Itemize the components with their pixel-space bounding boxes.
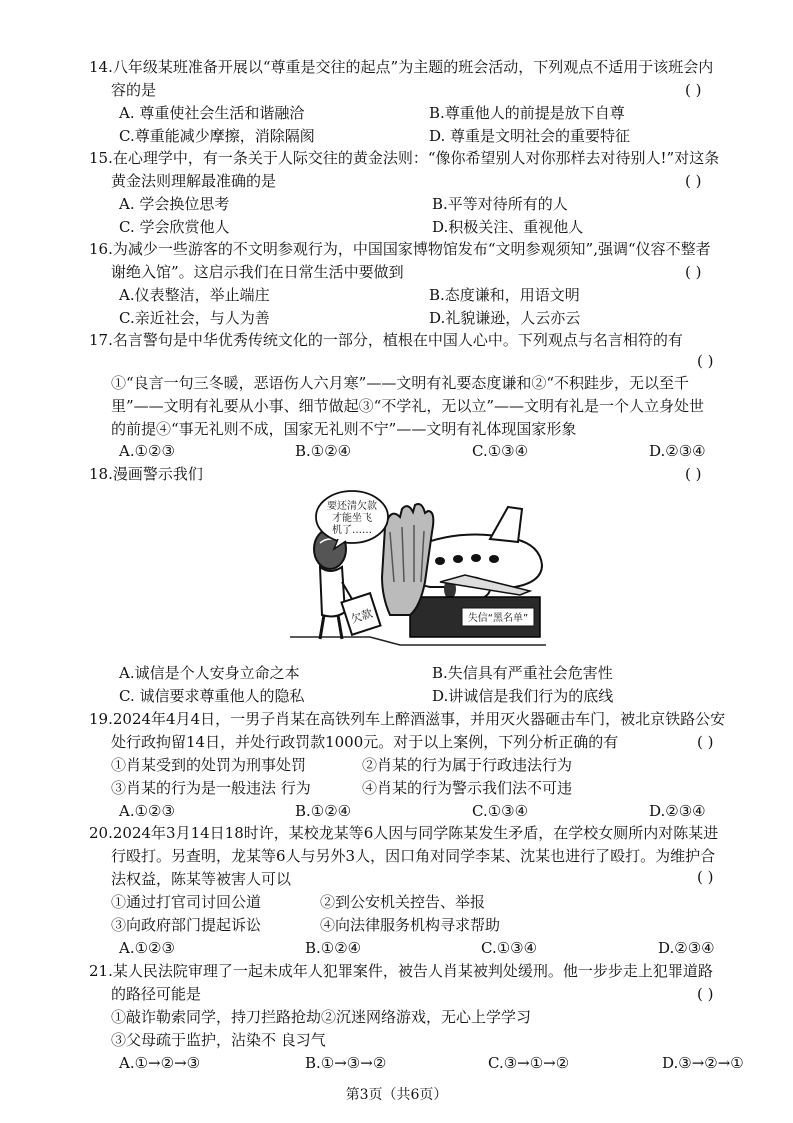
q19-option-a: A.①②③ (119, 802, 175, 820)
q20-answer-paren: ( ) (697, 868, 714, 886)
q19-option-c: C.①③④ (472, 802, 529, 820)
q20-statement-4: ④向法律服务机构寻求帮助 (320, 916, 501, 934)
q20-option-c: C.①③④ (481, 939, 538, 957)
q18-option-a: A.诚信是个人安身立命之本 (119, 664, 300, 682)
q17-option-c: C.①③④ (472, 442, 529, 460)
q19-statement-2: ②肖某的行为属于行政违法行为 (362, 756, 573, 774)
q16-stem-line2: 谢绝入馆”。这启示我们在日常生活中要做到 (111, 263, 404, 281)
q19-answer-paren: ( ) (697, 733, 714, 751)
q14-option-d: D. 尊重是文明社会的重要特征 (429, 127, 631, 145)
q15-option-d: D.积极关注、重视他人 (432, 218, 584, 236)
q15-answer-paren: ( ) (685, 172, 702, 190)
q21-option-a: A.①→②→③ (119, 1054, 201, 1072)
q14-option-c: C.尊重能减少摩擦，消除隔阂 (119, 127, 315, 145)
q17-option-d: D.②③④ (649, 442, 706, 460)
q14-stem-line1: 14.八年级某班准备开展以“尊重是交往的起点”为主题的班会活动，下列观点不适用于该班会内 (89, 58, 714, 76)
cartoon-illustration (290, 487, 546, 647)
q18-option-d: D.讲诚信是我们行为的底线 (432, 687, 614, 705)
q17-option-a: A.①②③ (119, 442, 175, 460)
q19-option-b: B.①②④ (295, 802, 352, 820)
q18-stem-line1: 18.漫画警示我们 (89, 465, 203, 483)
q21-statement-3: ③父母疏于监护，沾染不 良习气 (111, 1031, 326, 1049)
q20-statement-1: ①通过打官司讨回公道 (111, 893, 262, 911)
q21-stem-line1: 21.某人民法院审理了一起未成年人犯罪案件，被告人肖某被判处缓刑。他一步步走上犯罪道路 (89, 962, 713, 980)
page-footer: 第3页（共6页） (345, 1087, 448, 1103)
q20-stem-line2: 行殴打。另查明，龙某等6人与另外3人，因口角对同学李某、沈某也进行了殴打。为维护合 (111, 847, 716, 865)
q20-statement-2: ②到公安机关控告、举报 (320, 893, 486, 911)
q14-stem-line2: 容的是 (111, 81, 157, 99)
q20-option-b: B.①②④ (305, 939, 362, 957)
q20-option-a: A.①②③ (119, 939, 175, 957)
q16-option-a: A.仪表整洁，举止端庄 (119, 286, 270, 304)
q15-option-a: A. 学会换位思考 (119, 195, 230, 213)
q21-option-c: C.③→①→② (488, 1054, 570, 1072)
q14-option-b: B.尊重他人的前提是放下自尊 (429, 104, 625, 122)
q16-option-d: D.礼貌谦逊，人云亦云 (429, 309, 581, 327)
q16-option-c: C.亲近社会，与人为善 (119, 309, 270, 327)
q19-option-d: D.②③④ (649, 802, 706, 820)
q20-statement-3: ③向政府部门提起诉讼 (111, 916, 262, 934)
q20-option-d: D.②③④ (658, 939, 715, 957)
q14-option-a: A. 尊重使社会生活和谐融洽 (119, 104, 305, 122)
q17-stem-line2: ①“良言一句三冬暖，恶语伤人六月寒”——文明有礼要态度谦和②“不积跬步，无以至千 (111, 374, 690, 392)
q15-stem-line1: 15.在心理学中，有一条关于人际交往的黄金法则：“像你希望别人对你那样去对待别人!”对这条 (89, 149, 720, 167)
q21-option-b: B.①→③→② (305, 1054, 387, 1072)
q14-answer-paren: ( ) (685, 81, 702, 99)
cartoon-bag-text: 欠款 (349, 606, 375, 626)
q19-statement-3: ③肖某的行为是一般违法 行为 (111, 779, 311, 797)
q17-stem-line4: 的前提④“事无礼则不成，国家无礼则不宁”——文明有礼体现国家形象 (111, 420, 577, 438)
q16-option-b: B.态度谦和，用语文明 (429, 286, 580, 304)
q15-option-b: B.平等对待所有的人 (432, 195, 568, 213)
q18-option-b: B.失信具有严重社会危害性 (432, 664, 613, 682)
q15-option-c: C. 学会欣赏他人 (119, 218, 230, 236)
q16-stem-line1: 16.为减少一些游客的不文明参观行为，中国国家博物馆发布“文明参观须知”,强调“仪容不整者 (89, 240, 711, 258)
cartoon-bubble-text-1: 要还清欠款 (327, 501, 377, 512)
q20-stem-line3: 法权益，陈某等被害人可以 (111, 870, 292, 888)
q17-answer-paren: ( ) (697, 352, 714, 370)
q20-stem-line1: 20.2024年3月14日18时许，某校龙某等6人因与同学陈某发生矛盾，在学校女厕所内对陈某进 (89, 824, 719, 842)
q19-statement-4: ④肖某的行为警示我们法不可违 (362, 779, 573, 797)
q15-stem-line2: 黄金法则理解最准确的是 (111, 172, 277, 190)
q18-answer-paren: ( ) (685, 465, 702, 483)
q19-statement-1: ①肖某受到的处罚为刑事处罚 (111, 756, 307, 774)
q17-stem-line3: 里”——文明有礼要从小事、细节做起③“不学礼，无以立”——文明有礼是一个人立身处世 (111, 397, 705, 415)
q21-statement-1-2: ①敲诈勒索同学，持刀拦路抢劫②沉迷网络游戏，无心上学学习 (111, 1008, 532, 1026)
cartoon-bubble-text-3: 机了…… (332, 525, 372, 536)
q17-stem-line1: 17.名言警句是中华优秀传统文化的一部分，植根在中国人心中。下列观点与名言相符的有 (89, 331, 683, 349)
cartoon-sign-text: 失信“黑名单” (467, 613, 529, 624)
q19-stem-line1: 19.2024年4月4日，一男子肖某在高铁列车上醉酒滋事，并用灭火器砸击车门，被北京铁路公安 (89, 710, 726, 728)
q21-stem-line2: 的路径可能是 (111, 985, 202, 1003)
cartoon-bubble-text-2: 才能坐飞 (332, 513, 372, 524)
q19-stem-line2: 处行政拘留14日，并处行政罚款1000元。对于以上案例，下列分析正确的有 (111, 733, 619, 751)
q16-answer-paren: ( ) (685, 263, 702, 281)
q21-option-d: D.③→②→① (662, 1054, 744, 1072)
q21-answer-paren: ( ) (697, 985, 714, 1003)
q18-option-c: C. 诚信要求尊重他人的隐私 (119, 687, 305, 705)
q17-option-b: B.①②④ (295, 442, 352, 460)
